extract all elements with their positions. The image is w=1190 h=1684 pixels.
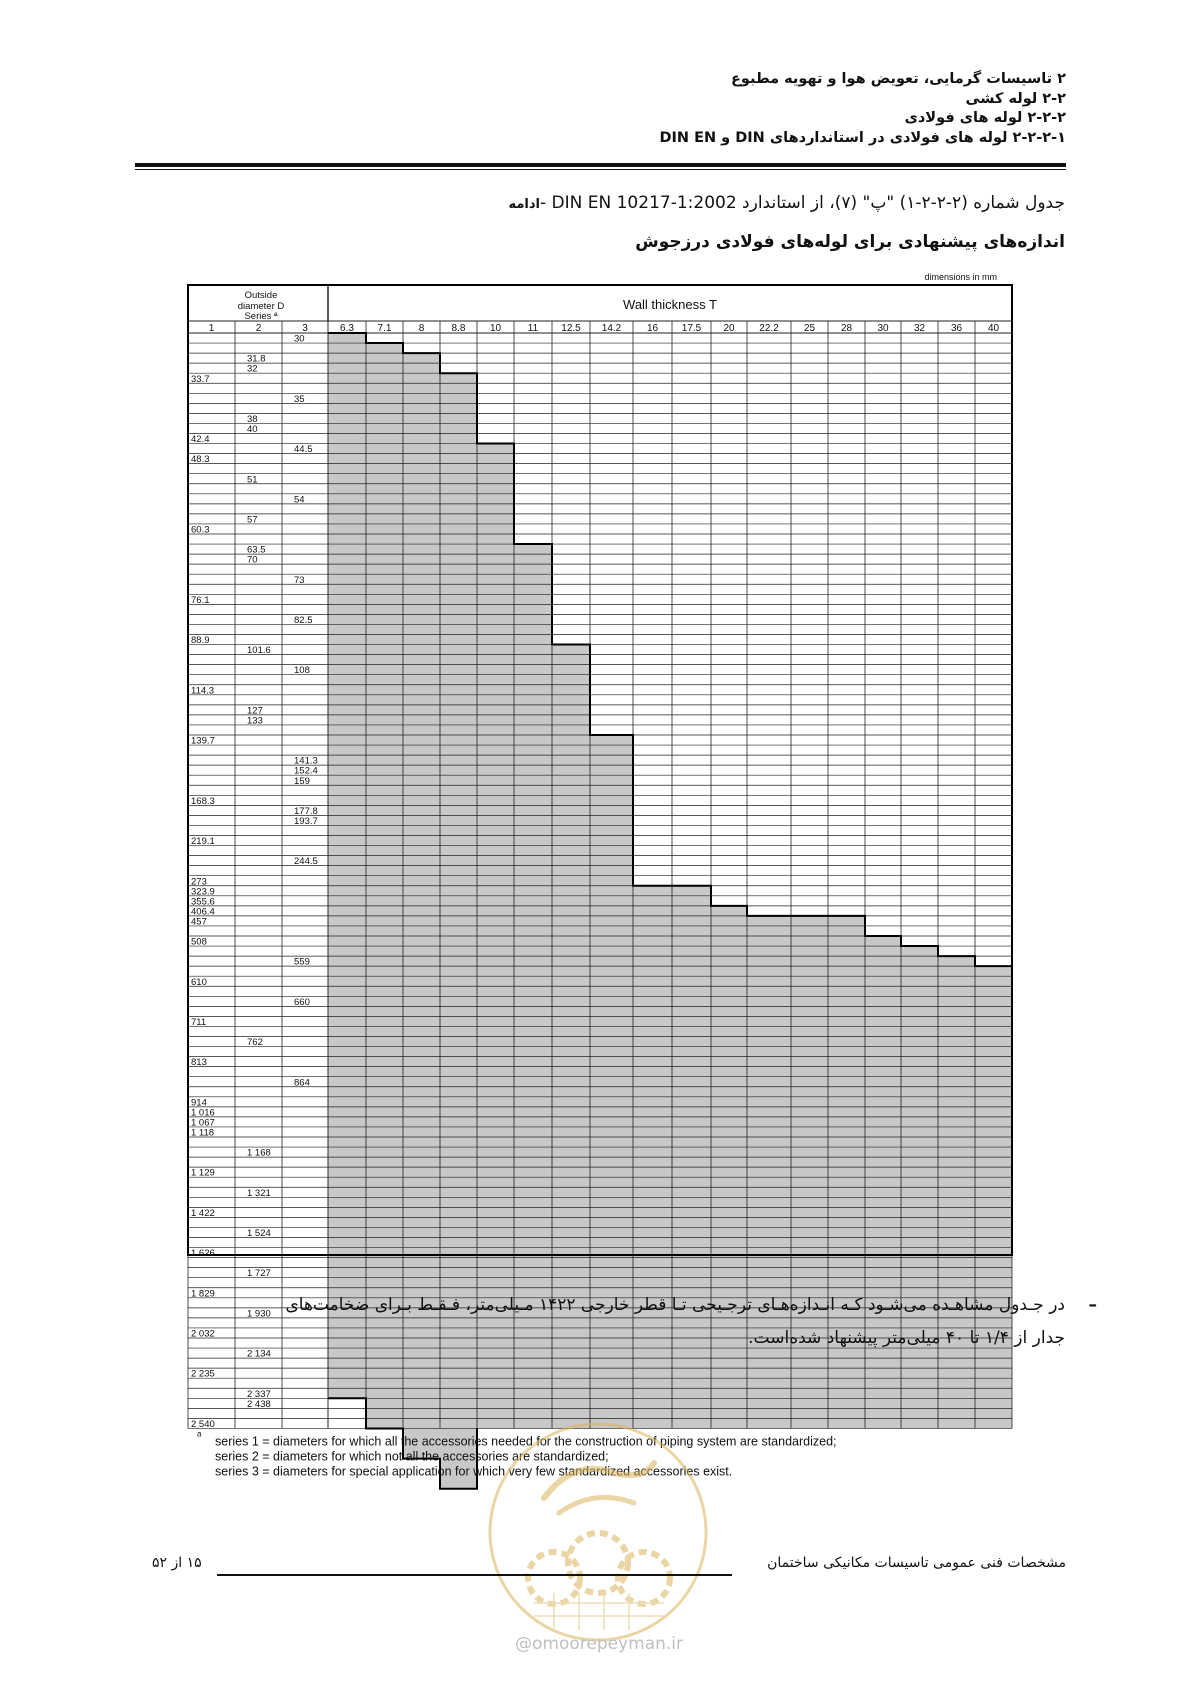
diameter-127: 127 (247, 705, 263, 717)
note-line-2: جدار از ۱/۴ تا ۴۰ میلی‌متر پیشنهاد شده‌است. (748, 1328, 1065, 1348)
shaded-range-36 (938, 956, 975, 1428)
diameter-177.8: 177.8 (294, 805, 318, 817)
diameter-864: 864 (294, 1077, 310, 1089)
diameter-35: 35 (294, 393, 305, 405)
diameter-193.7: 193.7 (294, 815, 318, 827)
watermark-text: @omoorepeyman.ir (514, 1634, 684, 1654)
diameter-813: 813 (191, 1057, 207, 1069)
diameter-559: 559 (294, 956, 310, 968)
diameter-273: 273 (191, 876, 207, 888)
diameter-51: 51 (247, 474, 258, 486)
diameter-33.7: 33.7 (191, 373, 210, 385)
diameter-44.5: 44.5 (294, 444, 313, 456)
seal-stamp-icon (484, 1418, 712, 1646)
diameter-1829: 1 829 (191, 1288, 215, 1300)
thickness-20: 20 (723, 323, 735, 334)
header-line-3: ۲-۲-۲ لوله های فولادی (904, 110, 1066, 126)
footer-rule (217, 1574, 732, 1576)
thickness-40: 40 (987, 323, 1000, 334)
thickness-12.5: 12.5 (561, 323, 581, 334)
note-line-1: در جـدول مشاهـده می‌شـود کـه انـدازه‌هـای ترجـیحی تـا قطر خارجی ۱۴۲۲ مـیلی‌متر، فـقـط بـرای ضخامت‌های (285, 1295, 1065, 1315)
diameter-60.3: 60.3 (191, 524, 210, 536)
diameter-406.4: 406.4 (191, 906, 215, 918)
series-number-1: 1 (208, 323, 215, 334)
diameter-1067: 1 067 (191, 1117, 215, 1129)
diameter-159: 159 (294, 775, 310, 787)
thickness-8.8: 8.8 (451, 323, 466, 334)
diameter-1321: 1 321 (247, 1187, 271, 1199)
header-line-4: ۲-۲-۲-۱ لوله های فولادی در استانداردهای DIN و DIN EN (659, 129, 1066, 146)
diameter-88.9: 88.9 (191, 635, 210, 647)
page-number: ۱۵ از ۵۲ (152, 1555, 202, 1571)
diameter-1422: 1 422 (191, 1207, 215, 1219)
diameter-508: 508 (191, 936, 207, 948)
diameter-152.4: 152.4 (294, 765, 318, 777)
thickness-25: 25 (803, 323, 816, 334)
footer-title: مشخصات فنی عمومی تاسیسات مکانیکی ساختمان (767, 1555, 1066, 1571)
diameter-1129: 1 129 (191, 1167, 215, 1179)
diameter-1118: 1 118 (191, 1127, 215, 1139)
wall-thickness-header: Wall thickness T (623, 297, 717, 312)
note-bullet: – (1088, 1295, 1097, 1315)
thickness-28: 28 (840, 323, 853, 334)
series-number-3: 3 (302, 323, 308, 334)
footnote-mark: a (197, 1429, 202, 1439)
diameter-2438: 2 438 (247, 1398, 271, 1410)
diameter-141.3: 141.3 (294, 755, 318, 767)
diameter-30: 30 (294, 333, 305, 345)
diameter-133: 133 (247, 715, 263, 727)
thickness-8: 8 (418, 323, 425, 334)
footnote-2: series 2 = diameters for which not all the accessories are standardized; (215, 1449, 609, 1464)
diameter-114.3: 114.3 (191, 685, 215, 697)
thickness-30: 30 (877, 323, 889, 334)
units-label: dimensions in mm (924, 272, 997, 282)
caption-text: جدول شماره (۲-۲-۲-۱) "پ" (۷)، از استاندارد DIN EN 10217-1:2002 - (539, 193, 1065, 213)
diameter-2540: 2 540 (191, 1418, 215, 1430)
diameter-76.1: 76.1 (191, 594, 210, 606)
diameter-711: 711 (191, 1016, 207, 1028)
diameter-31.8: 31.8 (247, 353, 266, 365)
thickness-32: 32 (913, 323, 926, 334)
header-line-2: ۲-۲ لوله کشی (965, 90, 1066, 107)
footnote-1: series 1 = diameters for which all the accessories needed for the construction of piping system are standardized; (215, 1434, 837, 1449)
series-number-2: 2 (255, 323, 262, 334)
diameter-1016: 1 016 (191, 1107, 215, 1119)
diameter-139.7: 139.7 (191, 735, 215, 747)
diameter-1626: 1 626 (191, 1248, 215, 1260)
table-subtitle: اندازه‌های پیشنهادی برای لوله‌های فولادی درزجوش (635, 232, 1065, 252)
diameter-63.5: 63.5 (247, 544, 266, 556)
diameter-42.4: 42.4 (191, 434, 210, 446)
thickness-10: 10 (489, 323, 502, 334)
od-header-1: Outside (244, 290, 278, 301)
thickness-14.2: 14.2 (601, 323, 622, 334)
note-paragraph (135, 1289, 1097, 1355)
diameter-40: 40 (247, 424, 258, 435)
diameter-244.5: 244.5 (294, 856, 318, 868)
od-header-3: Series ª (244, 311, 278, 322)
diameter-48.3: 48.3 (191, 454, 210, 466)
thickness-16: 16 (646, 323, 659, 334)
od-header-2: diameter D (237, 301, 285, 312)
diameter-82.5: 82.5 (294, 614, 313, 626)
diameter-32: 32 (247, 363, 258, 375)
diameter-914: 914 (191, 1097, 207, 1109)
diameter-54: 54 (294, 494, 305, 506)
diameter-323.9: 323.9 (191, 886, 215, 898)
thickness-22.2: 22.2 (759, 323, 779, 334)
diameter-2134: 2 134 (247, 1348, 271, 1360)
thickness-36: 36 (950, 323, 963, 334)
diameter-355.6: 355.6 (191, 896, 215, 908)
header-line-1: ۲ تاسیسات گرمایی، تعویض هوا و تهویه مطبوع (731, 71, 1066, 87)
diameter-610: 610 (191, 976, 207, 988)
diameter-73: 73 (294, 574, 305, 586)
diameter-57: 57 (247, 514, 258, 526)
diameter-101.6: 101.6 (247, 645, 271, 657)
diameter-762: 762 (247, 1037, 263, 1049)
diameter-38: 38 (247, 413, 258, 425)
diameter-2235: 2 235 (191, 1368, 215, 1380)
diameter-70: 70 (247, 554, 258, 566)
thickness-17.5: 17.5 (681, 323, 702, 334)
footnote-3: series 3 = diameters for special application for which very few standardized accessories exist. (215, 1464, 733, 1479)
thickness-7.1: 7.1 (377, 323, 392, 334)
diameter-457: 457 (191, 916, 207, 928)
diameter-108: 108 (294, 665, 310, 677)
thickness-11: 11 (527, 323, 539, 334)
diameter-1524: 1 524 (247, 1228, 271, 1239)
diameter-1168: 1 168 (247, 1147, 271, 1159)
diameter-219.1: 219.1 (191, 836, 215, 848)
caption-continued: ادامه (508, 197, 540, 212)
diameter-660: 660 (294, 996, 310, 1008)
thickness-6.3: 6.3 (340, 323, 354, 334)
diameter-1727: 1 727 (247, 1268, 271, 1280)
diameter-168.3: 168.3 (191, 795, 215, 807)
diameter-2337: 2 337 (247, 1388, 271, 1400)
diameter-1930: 1 930 (247, 1308, 271, 1320)
diameter-2032: 2 032 (191, 1328, 215, 1340)
